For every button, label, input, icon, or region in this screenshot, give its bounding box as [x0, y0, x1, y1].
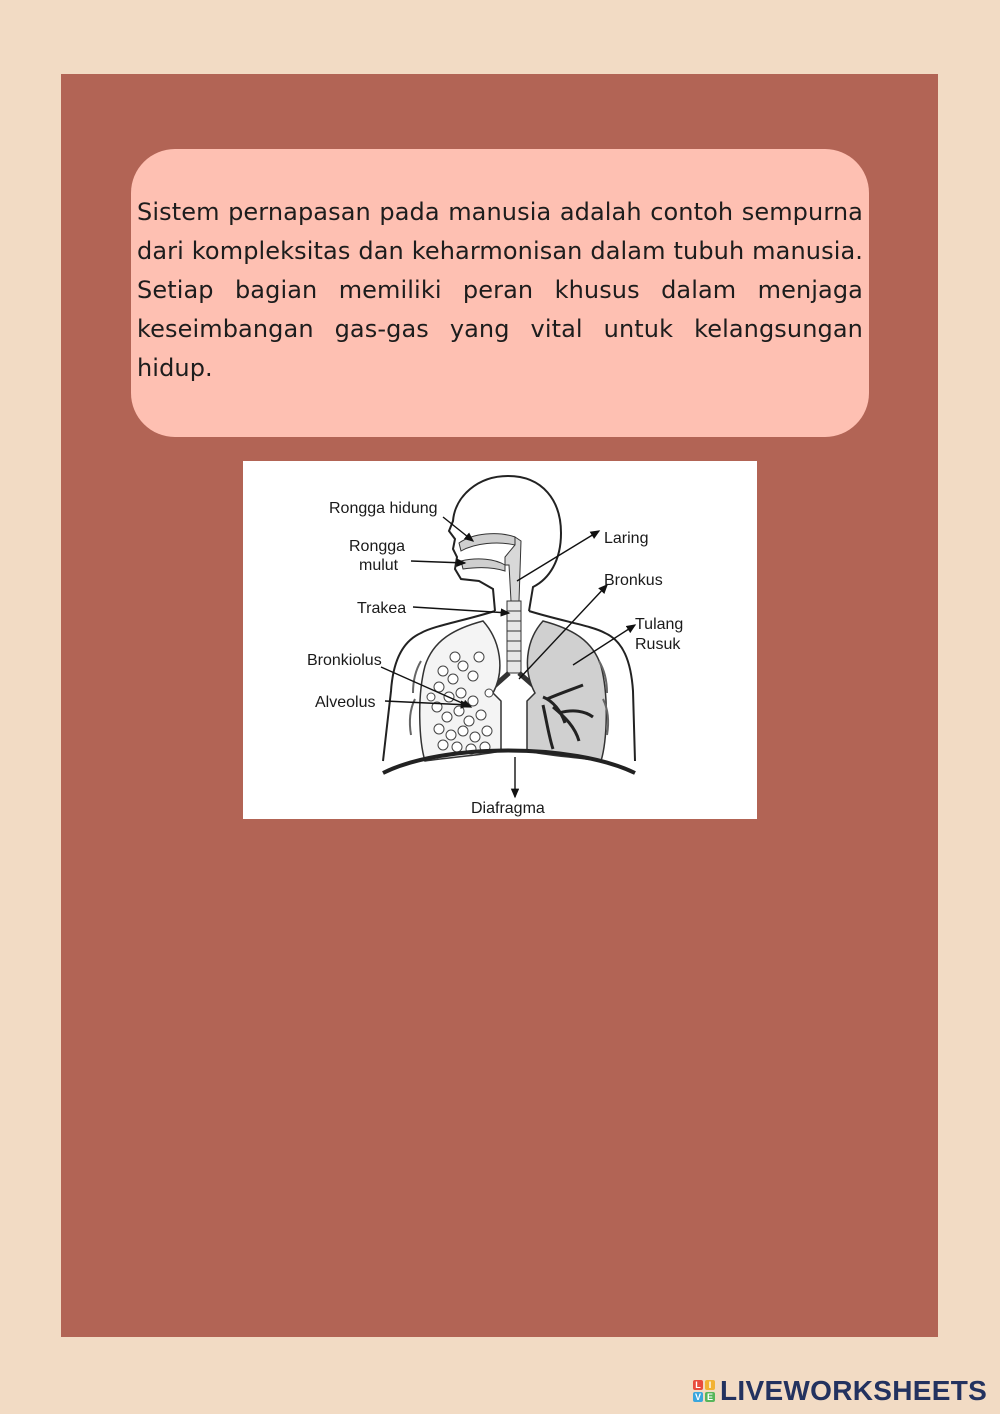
label-tulang-rusuk-2: Rusuk — [635, 636, 681, 653]
trachea — [507, 601, 521, 673]
oral-cavity — [461, 559, 505, 571]
pharynx — [505, 537, 521, 601]
logo-letter-i: I — [705, 1380, 715, 1390]
label-diafragma: Diafragma — [471, 800, 545, 817]
label-bronkiolus: Bronkiolus — [307, 652, 382, 669]
intro-text-box — [131, 149, 869, 437]
brand-name: LIVEWORKSHEETS — [720, 1375, 988, 1406]
label-rongga-mulut-2: mulut — [359, 557, 399, 574]
diagram-svg — [243, 461, 757, 819]
logo-letter-v: V — [694, 1392, 701, 1402]
label-laring: Laring — [604, 530, 649, 547]
label-tulang-rusuk-1: Tulang — [635, 616, 684, 633]
label-rongga-mulut-1: Rongga — [349, 538, 406, 555]
logo-letter-l: L — [693, 1380, 703, 1390]
liveworksheets-footer — [693, 1376, 987, 1406]
liveworksheets-logo-icon — [693, 1380, 715, 1402]
label-trakea: Trakea — [357, 600, 407, 617]
label-alveolus: Alveolus — [315, 694, 376, 711]
label-rongga-hidung: Rongga hidung — [329, 500, 438, 517]
label-bronkus: Bronkus — [604, 572, 663, 589]
intro-paragraph: Sistem pernapasan pada manusia adalah contoh sempurna dari kompleksitas dan keharmonisan dalam tubuh manusia. Setiap bagian memiliki peran khusus dalam menjaga keseimbangan gas-gas yang vital untuk kelangsungan hidup. — [137, 198, 863, 382]
logo-letter-e: E — [706, 1392, 713, 1402]
respiratory-system-diagram — [243, 461, 757, 819]
